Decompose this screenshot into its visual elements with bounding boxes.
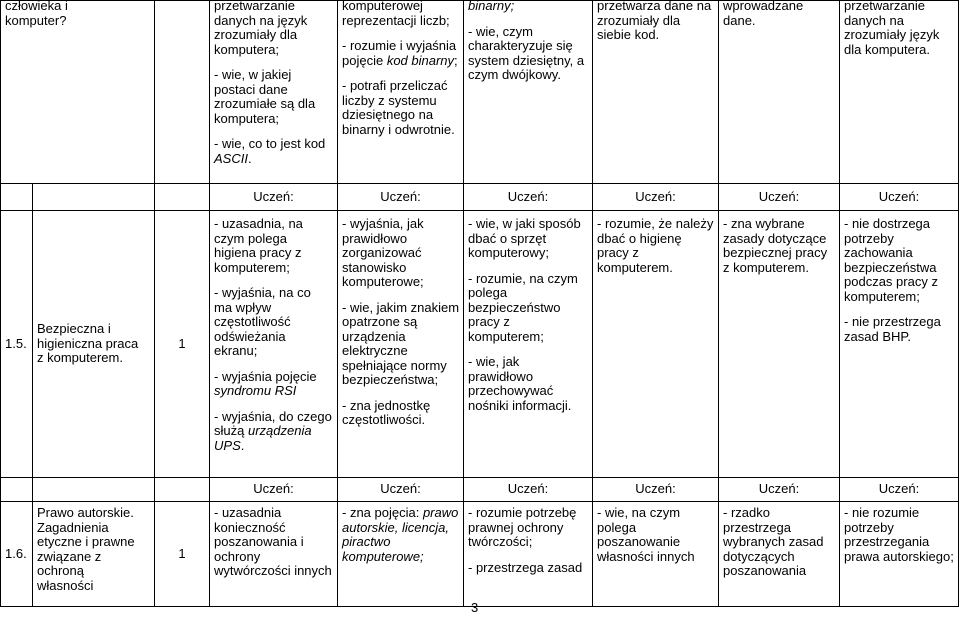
text-segment: - rozumie, na czym — [468, 270, 578, 286]
text-line — [342, 275, 459, 290]
text-line — [214, 424, 333, 439]
hours-cell: 1 — [155, 502, 210, 607]
text-segment: ekranu; — [214, 343, 258, 358]
requirements-cell-6 — [840, 1, 959, 184]
text-line — [844, 217, 954, 232]
text-line — [597, 246, 714, 261]
text-line — [342, 521, 459, 536]
text-segment: potrzeby — [844, 230, 894, 246]
text-line — [214, 370, 333, 385]
text-segment: Zagadnienia — [37, 519, 109, 535]
text-line — [844, 246, 954, 261]
text-segment: opatrzone są — [342, 314, 418, 329]
text-segment: Prawo autorskie. — [37, 505, 134, 520]
text-line — [37, 521, 150, 536]
text-line — [5, 14, 150, 29]
text-segment: ma wpływ — [214, 299, 272, 315]
row-number: 1.5. — [1, 211, 33, 478]
text-line — [37, 506, 150, 521]
text-line — [342, 330, 459, 345]
text-segment: prawa autorskiego; — [844, 548, 954, 564]
text-segment: system dziesiętny, a — [468, 52, 585, 68]
text-segment: przetwarza dane na — [597, 0, 712, 13]
text-segment: służą — [214, 423, 248, 438]
text-segment: danych na język — [214, 12, 308, 28]
text-segment: urządzenia — [342, 328, 406, 344]
text-line — [468, 561, 588, 576]
text-line — [342, 246, 459, 261]
text-line — [214, 97, 333, 112]
text-line — [214, 439, 333, 454]
text-segment: - wyjaśnia, na co — [214, 285, 311, 300]
text-segment: zasady dotyczące — [723, 230, 827, 246]
text-line — [342, 217, 459, 232]
text-line — [468, 1, 588, 14]
topic-cell — [33, 502, 155, 607]
text-line — [723, 14, 835, 29]
text-segment: kod binarny — [386, 52, 455, 68]
text-segment: - wie, w jaki sposób — [468, 216, 581, 231]
text-line — [597, 521, 714, 536]
text-line — [468, 217, 588, 232]
text-line — [214, 83, 333, 98]
text-segment: Bezpieczna i — [37, 321, 111, 337]
text-line — [468, 521, 588, 536]
text-segment: higieniczna praca — [37, 335, 139, 351]
text-line — [723, 535, 835, 550]
text-segment: - wie, czym — [468, 23, 534, 39]
text-segment: ASCII — [214, 150, 248, 166]
text-segment: - wie, jak — [468, 354, 520, 369]
text-segment: - zna wybrane — [723, 216, 805, 231]
text-line — [342, 413, 459, 428]
text-line — [342, 79, 459, 94]
text-segment: - nie rozumie — [844, 505, 920, 520]
requirements-cell-4 — [593, 502, 719, 607]
text-line — [844, 28, 954, 43]
text-segment: postaci dane — [214, 81, 288, 97]
text-segment: elektryczne — [342, 343, 408, 358]
text-line — [214, 28, 333, 43]
text-line — [844, 275, 954, 290]
text-segment: z komputerem. — [37, 350, 123, 366]
text-line — [214, 152, 333, 167]
text-segment: kod — [304, 136, 326, 151]
text-line — [342, 261, 459, 276]
text-segment: wytwórczości innych — [214, 563, 332, 578]
text-segment: - wyjaśnia, jak — [342, 216, 424, 231]
text-line — [468, 330, 588, 345]
text-segment: binarny; — [468, 0, 515, 13]
text-segment: bezpiecznej pracy — [723, 245, 828, 260]
text-segment: zrozumiały język — [844, 27, 940, 42]
text-segment: dla komputera. — [844, 41, 931, 57]
text-segment: - wie, w jakiej — [214, 67, 292, 82]
requirements-cell-1 — [210, 1, 338, 184]
text-line — [723, 246, 835, 261]
requirements-cell-6 — [840, 502, 959, 607]
text-line — [468, 399, 588, 414]
text-segment: dziesiętnego na — [342, 107, 434, 122]
text-segment: nośniki informacji. — [468, 397, 572, 413]
text-line — [342, 301, 459, 316]
text-segment: siebie kod. — [597, 27, 660, 42]
text-segment: wprowadzane — [723, 0, 804, 13]
text-segment: prawnej ochrony — [468, 519, 564, 535]
text-segment: przestrzegania — [844, 534, 930, 549]
text-segment: prawidłowo — [342, 230, 408, 246]
topic-cell — [33, 211, 155, 478]
text-line — [342, 344, 459, 359]
uczen-label: Uczeń: — [719, 184, 840, 211]
requirements-cell-4 — [593, 211, 719, 478]
empty-cell — [1, 184, 33, 211]
text-segment: przestrzega — [723, 519, 791, 535]
text-segment: komputerem. — [597, 259, 673, 275]
text-segment: pojęcie — [342, 52, 387, 68]
text-segment: reprezentacji liczb; — [342, 12, 450, 28]
text-segment: . — [247, 150, 252, 166]
text-segment: liczby z systemu — [342, 92, 437, 108]
text-segment: etyczne i prawne — [37, 534, 135, 549]
uczen-label: Uczeń: — [719, 478, 840, 502]
text-line — [844, 290, 954, 305]
text-segment: komputerem; — [468, 328, 544, 344]
text-line — [214, 112, 333, 127]
text-segment: polega — [597, 519, 637, 535]
text-segment: komputer? — [5, 12, 67, 28]
text-segment: ; — [454, 52, 458, 68]
requirements-cell-3 — [464, 1, 593, 184]
text-segment: - wyjaśnia pojęcie — [214, 368, 317, 384]
text-line — [468, 370, 588, 385]
text-segment: poszanowanie — [597, 534, 681, 549]
text-line — [214, 14, 333, 29]
table-row-header — [1, 478, 959, 502]
text-segment: pracy z — [597, 245, 639, 260]
text-segment: własności — [37, 577, 94, 593]
text-line — [468, 535, 588, 550]
text-segment: poszanowania i — [214, 534, 304, 549]
text-segment: częstotliwości. — [342, 412, 426, 427]
text-segment: pracy z — [468, 314, 510, 329]
text-segment: prawidłowo — [468, 368, 534, 384]
text-line — [37, 337, 150, 352]
text-segment: higiena pracy z — [214, 245, 302, 260]
uczen-label: Uczeń: — [210, 478, 338, 502]
text-line — [37, 351, 150, 366]
text-line — [844, 521, 954, 536]
text-segment: spełniające normy — [342, 357, 447, 373]
text-segment: komputerowy; — [468, 245, 549, 260]
text-segment: ochroną — [37, 563, 84, 578]
text-line — [723, 261, 835, 276]
text-segment: UPS — [214, 437, 241, 453]
text-segment: twórczości; — [468, 534, 533, 549]
text-segment: - potrafi przeliczać — [342, 78, 448, 93]
text-segment: - wie, co to jest — [214, 136, 305, 151]
text-line — [468, 355, 588, 370]
text-line — [468, 25, 588, 40]
text-segment: - uzasadnia, na — [214, 216, 303, 231]
text-line — [37, 550, 150, 565]
text-line — [723, 521, 835, 536]
text-line — [214, 535, 333, 550]
text-line — [214, 564, 333, 579]
text-segment: komputerowe; — [342, 548, 424, 564]
requirements-cell-2 — [338, 502, 464, 607]
text-segment: - wie, jakim znakiem — [342, 299, 460, 315]
text-line — [844, 535, 954, 550]
requirements-cell-5 — [719, 211, 840, 478]
text-segment: przetwarzanie — [844, 0, 925, 13]
text-segment: polega — [468, 285, 508, 300]
text-line — [214, 410, 333, 425]
page-number: 3 — [471, 600, 479, 615]
text-line — [342, 232, 459, 247]
text-segment: - zna pojęcia: — [342, 505, 423, 520]
text-line — [342, 506, 459, 521]
text-segment: czym polega — [214, 230, 287, 246]
text-line — [468, 301, 588, 316]
text-segment: charakteryzuje się — [468, 38, 573, 53]
requirements-cell-5 — [719, 1, 840, 184]
requirements-cell-1 — [210, 211, 338, 478]
text-segment: - zna jednostkę — [342, 397, 431, 413]
text-line — [342, 108, 459, 123]
text-segment: komputera; — [214, 41, 280, 57]
text-line — [597, 232, 714, 247]
text-line — [844, 14, 954, 29]
text-line — [214, 286, 333, 301]
text-segment: związane z — [37, 548, 102, 564]
text-line — [844, 506, 954, 521]
text-segment: - nie przestrzega — [844, 314, 941, 329]
text-line — [597, 550, 714, 565]
text-segment: dbać o higienę — [597, 230, 682, 246]
text-line — [342, 399, 459, 414]
text-segment: częstotliwość — [214, 314, 291, 329]
text-segment: ochrony — [214, 548, 261, 564]
text-segment: przechowywać — [468, 383, 554, 398]
requirements-cell-2 — [338, 1, 464, 184]
text-segment: potrzeby — [844, 519, 894, 535]
text-segment: dbać o sprzęt — [468, 230, 547, 246]
text-line — [342, 14, 459, 29]
empty-cell — [33, 478, 155, 502]
text-segment: - nie dostrzega — [844, 216, 931, 231]
requirements-cell-3 — [464, 502, 593, 607]
text-line — [844, 261, 954, 276]
empty-cell — [155, 184, 210, 211]
text-segment: - rozumie, że należy — [597, 216, 714, 231]
table-row-1-5 — [1, 211, 959, 478]
text-segment: z komputerem. — [723, 259, 809, 275]
text-line — [342, 550, 459, 565]
text-line — [342, 315, 459, 330]
row-number: 1.6. — [1, 502, 33, 607]
text-segment: prawo — [422, 505, 459, 520]
text-segment: zorganizować — [342, 245, 422, 260]
text-segment: danych na — [844, 12, 905, 28]
text-segment: - wyjaśnia, do czego — [214, 408, 332, 424]
text-line — [468, 232, 588, 247]
text-line — [214, 68, 333, 83]
text-line — [723, 217, 835, 232]
empty-cell — [33, 184, 155, 211]
text-line — [844, 232, 954, 247]
text-line — [468, 286, 588, 301]
text-segment: stanowisko — [342, 259, 407, 275]
empty-cell — [155, 1, 210, 184]
requirements-cell-1 — [210, 502, 338, 607]
hours-cell: 1 — [155, 211, 210, 478]
text-line — [37, 564, 150, 579]
text-line — [468, 384, 588, 399]
requirements-cell-6 — [840, 211, 959, 478]
text-line — [597, 28, 714, 43]
text-line — [723, 564, 835, 579]
text-line — [844, 315, 954, 330]
text-segment: komputerem; — [844, 288, 920, 304]
text-line — [214, 315, 333, 330]
uczen-label: Uczeń: — [464, 184, 593, 211]
uczen-label: Uczeń: — [464, 478, 593, 502]
text-line — [214, 330, 333, 345]
text-line — [468, 68, 588, 83]
text-segment: autorskie, licencja, — [342, 519, 449, 535]
text-line — [37, 579, 150, 594]
text-segment: - rzadko — [723, 505, 770, 520]
text-segment: czym dwójkowy. — [468, 67, 561, 82]
text-segment: dotyczących — [723, 548, 795, 564]
requirements-cell-5 — [719, 502, 840, 607]
uczen-label: Uczeń: — [210, 184, 338, 211]
text-line — [723, 550, 835, 565]
requirements-cell-2 — [338, 211, 464, 478]
text-segment: własności innych — [597, 548, 695, 564]
question-cell — [1, 1, 155, 184]
text-line — [597, 506, 714, 521]
text-line — [214, 261, 333, 276]
text-line — [468, 315, 588, 330]
text-segment: konieczność — [214, 519, 286, 535]
text-line — [214, 344, 333, 359]
text-segment: - wie, na czym — [597, 505, 681, 520]
uczen-label: Uczeń: — [338, 478, 464, 502]
text-segment: dane. — [723, 12, 756, 28]
text-segment: urządzenia — [247, 423, 312, 438]
text-line — [37, 322, 150, 337]
text-segment: . — [240, 437, 245, 453]
requirements-cell-4 — [593, 1, 719, 184]
text-segment: - rozumie i wyjaśnia — [342, 38, 457, 53]
text-line — [468, 39, 588, 54]
text-line — [597, 14, 714, 29]
text-line — [723, 232, 835, 247]
uczen-label: Uczeń: — [840, 184, 959, 211]
text-line — [342, 39, 459, 54]
text-line — [844, 330, 954, 345]
text-line — [342, 54, 459, 69]
text-line — [342, 359, 459, 374]
text-line — [214, 506, 333, 521]
text-segment: zachowania — [844, 245, 913, 260]
uczen-label: Uczeń: — [840, 478, 959, 502]
text-segment: bezpieczeństwa — [844, 259, 937, 275]
text-line — [214, 246, 333, 261]
text-segment: zasad BHP. — [844, 328, 911, 344]
text-line — [342, 535, 459, 550]
text-segment: poszanowania — [723, 563, 807, 578]
text-segment: komputera; — [214, 110, 280, 126]
text-line — [37, 535, 150, 550]
empty-cell — [155, 478, 210, 502]
text-segment: bezpieczeństwo — [468, 299, 561, 315]
text-segment: piractwo — [342, 534, 391, 549]
text-line — [597, 535, 714, 550]
text-segment: komputerowej — [342, 0, 423, 13]
uczen-label: Uczeń: — [593, 184, 719, 211]
text-line — [342, 94, 459, 109]
text-line — [723, 506, 835, 521]
text-segment: bezpieczeństwa; — [342, 372, 439, 387]
table-row-1-6 — [1, 502, 959, 607]
uczen-label: Uczeń: — [338, 184, 464, 211]
text-segment: - uzasadnia — [214, 505, 282, 520]
text-line — [468, 272, 588, 287]
empty-cell — [1, 478, 33, 502]
text-line — [214, 301, 333, 316]
text-line — [597, 217, 714, 232]
text-segment: przetwarzanie — [214, 0, 295, 13]
text-line — [468, 246, 588, 261]
text-line — [214, 521, 333, 536]
text-segment: wybranych zasad — [723, 534, 824, 549]
uczen-label: Uczeń: — [593, 478, 719, 502]
requirements-cell-3 — [464, 211, 593, 478]
text-line — [342, 123, 459, 138]
text-line — [844, 43, 954, 58]
text-line — [214, 550, 333, 565]
text-line — [214, 232, 333, 247]
text-line — [844, 550, 954, 565]
text-line — [214, 384, 333, 399]
text-line — [214, 43, 333, 58]
text-segment: zrozumiały dla — [214, 27, 298, 42]
text-segment: komputerowe; — [342, 274, 424, 289]
table-row-header — [1, 184, 959, 211]
text-line — [597, 261, 714, 276]
text-line — [468, 506, 588, 521]
text-segment: zrozumiały dla — [597, 12, 681, 28]
text-line — [468, 54, 588, 69]
text-line — [342, 373, 459, 388]
text-segment: binarny i odwrotnie. — [342, 121, 455, 137]
text-segment: syndromu RSI — [214, 383, 297, 398]
text-segment: podczas pracy z — [844, 274, 938, 289]
text-segment: odświeżania — [214, 328, 286, 344]
table-row-continued — [1, 1, 959, 184]
text-segment: - rozumie potrzebę — [468, 505, 577, 520]
text-segment: człowieka i — [5, 0, 68, 13]
text-line — [214, 217, 333, 232]
text-segment: komputerem; — [214, 259, 290, 275]
text-segment: zrozumiałe są dla — [214, 96, 316, 111]
text-line — [214, 137, 333, 152]
text-segment: - przestrzega zasad — [468, 559, 583, 575]
